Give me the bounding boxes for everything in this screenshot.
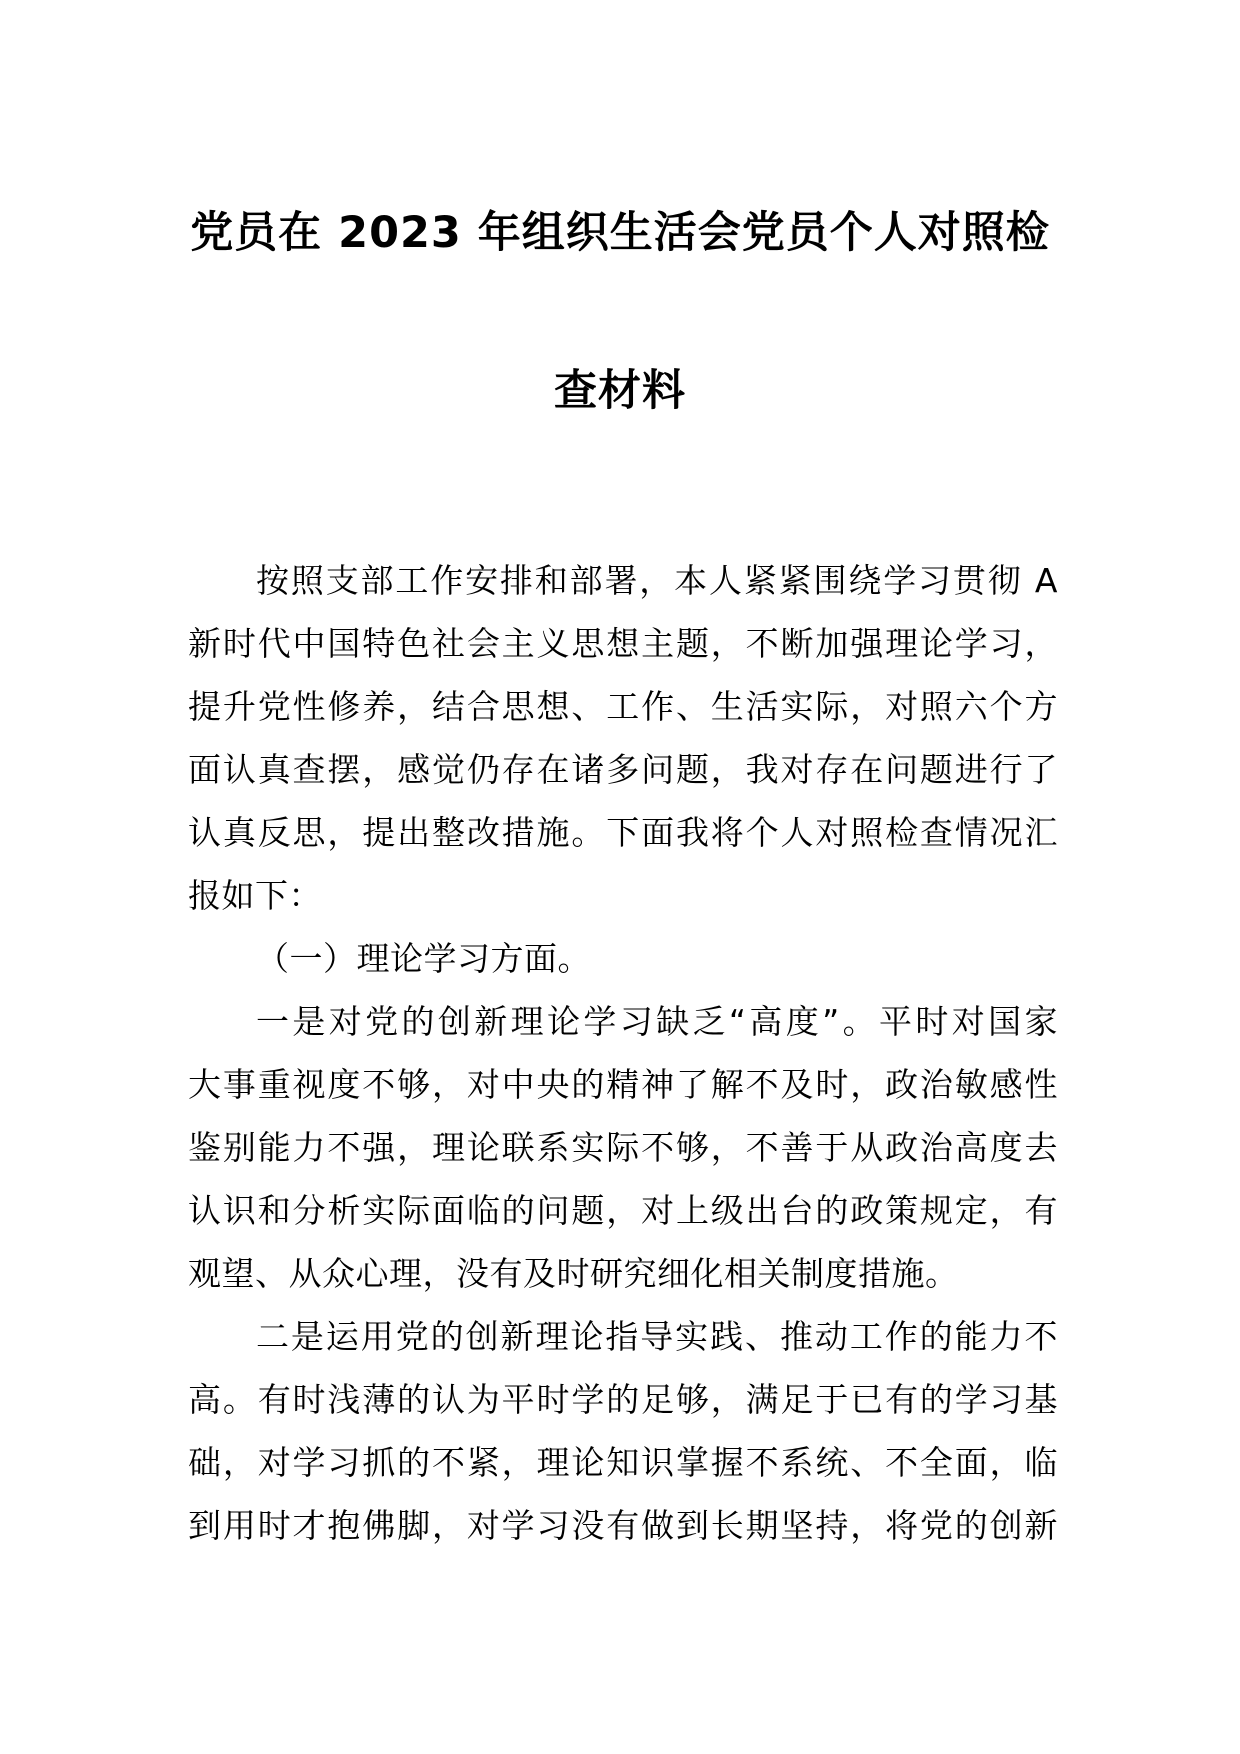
- body-line: 认真反思，提出整改措施。下面我将个人对照检查情况汇: [188, 813, 1058, 852]
- section-heading: （一）理论学习方面。: [256, 939, 591, 978]
- body-line: 新时代中国特色社会主义思想主题，不断加强理论学习，: [188, 624, 1058, 663]
- body-line: 鉴别能力不强，理论联系实际不够，不善于从政治高度去: [188, 1128, 1058, 1167]
- body-line: 大事重视度不够，对中央的精神了解不及时，政治敏感性: [188, 1065, 1058, 1104]
- body-line: 础，对学习抓的不紧，理论知识掌握不系统、不全面，临: [188, 1443, 1058, 1482]
- body-line: 认识和分析实际面临的问题，对上级出台的政策规定，有: [188, 1191, 1058, 1230]
- body-line: 二是运用党的创新理论指导实践、推动工作的能力不: [256, 1317, 1058, 1356]
- document-title-line-1: 党员在 2023 年组织生活会党员个人对照检: [190, 208, 1050, 258]
- body-line: 报如下：: [188, 876, 322, 915]
- body-line: 面认真查摆，感觉仍存在诸多问题，我对存在问题进行了: [188, 750, 1058, 789]
- body-line: 一是对党的创新理论学习缺乏“高度”。平时对国家: [256, 1002, 1058, 1041]
- body-line: 到用时才抱佛脚，对学习没有做到长期坚持，将党的创新: [188, 1506, 1058, 1545]
- body-line: 高。有时浅薄的认为平时学的足够，满足于已有的学习基: [188, 1380, 1058, 1419]
- body-line: 观望、从众心理，没有及时研究细化相关制度措施。: [188, 1254, 959, 1293]
- document-title-line-2: 查材料: [554, 366, 686, 416]
- body-line: 按照支部工作安排和部署，本人紧紧围绕学习贯彻 A: [256, 561, 1058, 600]
- body-line: 提升党性修养，结合思想、工作、生活实际，对照六个方: [188, 687, 1058, 726]
